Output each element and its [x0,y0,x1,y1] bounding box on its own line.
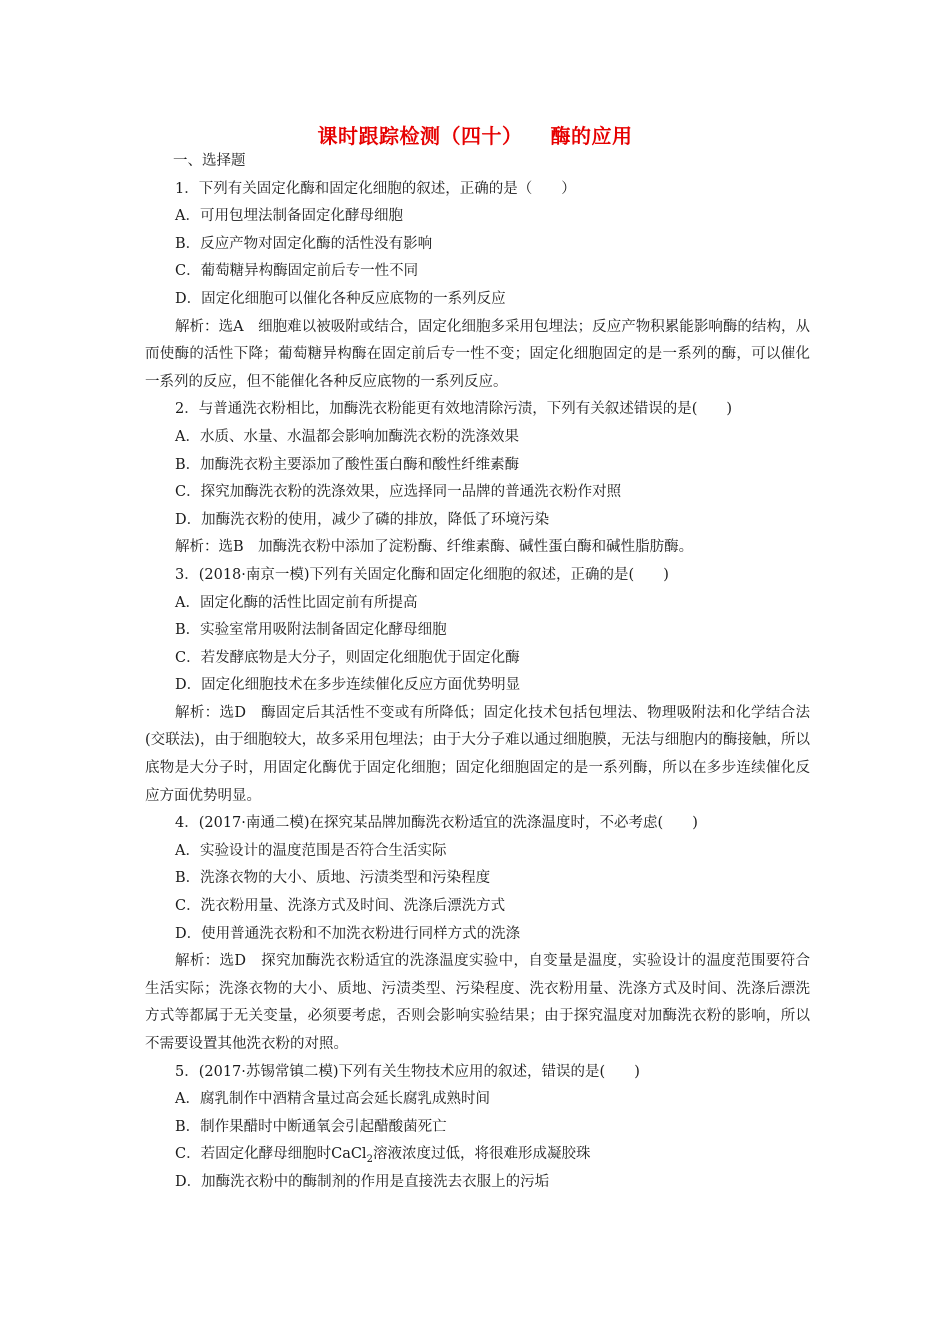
question-3-option-b: B．实验室常用吸附法制备固定化酵母细胞 [175,622,447,639]
question-3-stem: 3．(2018·南京一模)下列有关固定化酶和固定化细胞的叙述，正确的是( ) [175,566,669,583]
question-1-option-b: B．反应产物对固定化酶的活性没有影响 [175,235,433,252]
question-3-analysis: 解析：选D 酶固定后其活性不变或有所降低；固定化技术包括包埋法、物理吸附法和化学结合法(交联法)，由于细胞较大，故多采用包埋法；由于大分子难以通过细胞膜，无法与细胞内的酶接触，所以底物是大分子时，用固定化酶优于固定化细胞；固定化细胞固定的是一系列酶，所以在多步连续催化反应方面优势明显。 [145,704,810,804]
question-3-option-a: A．固定化酶的活性比固定前有所提高 [175,594,418,611]
option-c-text-after: 溶液浓度过低，将很难形成凝胶珠 [372,1146,591,1163]
question-5-stem: 5．(2017·苏锡常镇二模)下列有关生物技术应用的叙述，错误的是( ) [175,1063,640,1080]
question-list [145,148,810,1197]
question-4-analysis: 解析：选D 探究加酶洗衣粉适宜的洗涤温度实验中，自变量是温度，实验设计的温度范围要符合生活实际；洗涤衣物的大小、质地、污渍类型、污染程度、洗衣粉用量、洗涤方式及时间、洗涤后漂洗方式等都属于无关变量，必须要考虑，否则会影响实验结果；由于探究温度对加酶洗衣粉的影响，所以不需要设置其他洗衣粉的对照。 [145,953,810,1052]
title-main: 课时跟踪检测（四十） [317,124,523,148]
section-heading: 一、选择题 [173,153,246,169]
question-3-option-c: C．若发酵底物是大分子，则固定化细胞优于固定化酶 [175,649,520,666]
question-1-option-a: A．可用包埋法制备固定化酵母细胞 [175,208,403,225]
question-2-option-c: C．探究加酶洗衣粉的洗涤效果，应选择同一品牌的普通洗衣粉作对照 [175,484,622,501]
question-5-option-b: B．制作果醋时中断通氧会引起醋酸菌死亡 [175,1118,447,1135]
question-2-option-a: A．水质、水量、水温都会影响加酶洗衣粉的洗涤效果 [175,428,519,445]
chemical-subscript: 2 [366,1154,373,1166]
page-title [0,120,950,149]
question-4-option-b: B．洗涤衣物的大小、质地、污渍类型和污染程度 [175,870,491,887]
question-2-stem: 2．与普通洗衣粉相比，加酶洗衣粉能更有效地清除污渍，下列有关叙述错误的是( ) [175,401,733,418]
question-1-analysis: 解析：选A 细胞难以被吸附或结合，固定化细胞多采用包埋法；反应产物积累能影响酶的结构，从而使酶的活性下降；葡萄糖异构酶在固定前后专一性不变；固定化细胞固定的是一系列的酶，可以催化一系列的反应，但不能催化各种反应底物的一系列反应。 [145,318,810,390]
question-5-option-c [145,1141,810,1169]
question-1-option-d: D．固定化细胞可以催化各种反应底物的一系列反应 [175,290,506,307]
question-3-option-d: D．固定化细胞技术在多步连续催化反应方面优势明显 [175,677,521,694]
option-c-text-before: C．若固定化酵母细胞时CaCl [175,1146,367,1163]
question-4-option-d: D．使用普通洗衣粉和不加洗衣粉进行同样方式的洗涤 [175,925,521,942]
question-5-option-a: A．腐乳制作中酒精含量过高会延长腐乳成熟时间 [175,1091,490,1108]
question-2-option-b: B．加酶洗衣粉主要添加了酸性蛋白酶和酸性纤维素酶 [175,456,520,473]
question-2-option-d: D．加酶洗衣粉的使用，减少了磷的排放，降低了环境污染 [175,511,550,528]
title-sub: 酶的应用 [550,124,633,148]
question-5-option-d: D．加酶洗衣粉中的酶制剂的作用是直接洗去衣服上的污垢 [175,1173,550,1190]
question-2-analysis: 解析：选B 加酶洗衣粉中添加了淀粉酶、纤维素酶、碱性蛋白酶和碱性脂肪酶。 [175,539,694,556]
question-1-option-c: C．葡萄糖异构酶固定前后专一性不同 [175,263,419,280]
question-4-stem: 4．(2017·南通二模)在探究某品牌加酶洗衣粉适宜的洗涤温度时，不必考虑( ) [175,815,698,832]
question-4-option-a: A．实验设计的温度范围是否符合生活实际 [175,842,447,859]
question-1-stem: 1．下列有关固定化酶和固定化细胞的叙述，正确的是（ ） [175,180,576,197]
question-4-option-c: C．洗衣粉用量、洗涤方式及时间、洗涤后漂洗方式 [175,898,506,915]
